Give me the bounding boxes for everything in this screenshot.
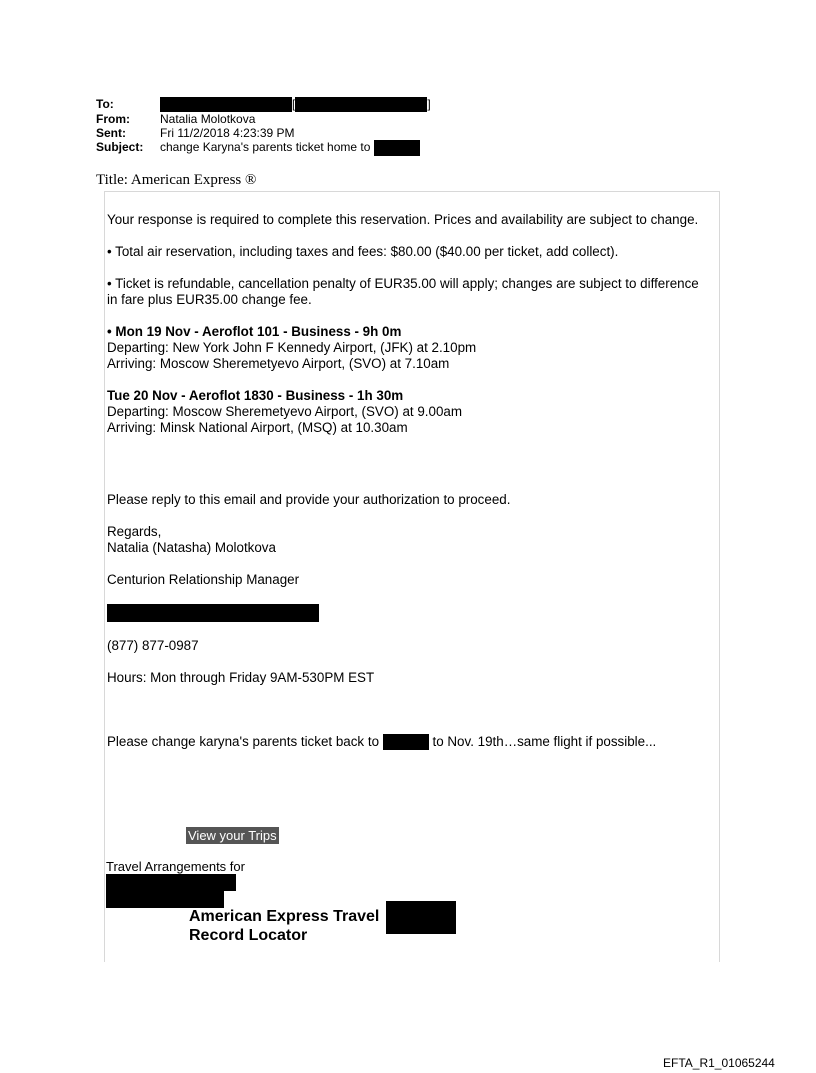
- signature-title: Centurion Relationship Manager: [107, 572, 300, 587]
- flight-2-arriving: Arriving: Minsk National Airport, (MSQ) at 10.30am: [107, 420, 408, 435]
- flight-1-arriving: Arriving: Moscow Sheremetyevo Airport, (SVO) at 7.10am: [107, 356, 450, 371]
- redaction-block: [374, 140, 420, 156]
- change-request: [107, 734, 707, 750]
- amex-line-1: American Express Travel: [189, 908, 380, 925]
- subject-label: Subject:: [96, 140, 144, 155]
- request-text-after: to Nov. 19th…same flight if possible...: [432, 734, 657, 749]
- record-locator-redacted: [386, 901, 456, 934]
- sent-row: [96, 126, 431, 140]
- sent-label: Sent:: [96, 126, 126, 141]
- view-trips-button[interactable]: View your Trips: [188, 828, 277, 843]
- document-id: EFTA_R1_01065244: [663, 1056, 775, 1070]
- flight-1-departing: Departing: New York John F Kennedy Airport, (JFK) at 2.10pm: [107, 340, 477, 355]
- traveler-names-redacted-2: [106, 891, 245, 908]
- subject-value: [160, 140, 420, 156]
- flight-2: [107, 388, 707, 436]
- subject-row: [96, 140, 431, 156]
- flight-2-title: Tue 20 Nov - Aeroflot 1830 - Business - 1h 30m: [107, 388, 404, 403]
- flight-1: [107, 324, 707, 372]
- paragraph-response-required: Your response is required to complete this reservation. Prices and availability are subject to change.: [107, 212, 699, 227]
- subject-text: change Karyna's parents ticket home to: [160, 140, 371, 155]
- redaction-block: [106, 874, 236, 891]
- from-value: Natalia Molotkova: [160, 112, 256, 127]
- flight-2-departing: Departing: Moscow Sheremetyevo Airport, (SVO) at 9.00am: [107, 404, 463, 419]
- to-value: [ ]: [160, 97, 431, 112]
- regards: Regards,: [107, 524, 162, 539]
- amex-record-locator: [189, 907, 379, 945]
- traveler-names-redacted: [106, 874, 245, 891]
- email-header: [96, 97, 431, 156]
- travel-arrangements-label: Travel Arrangements for: [106, 859, 245, 874]
- travel-arrangements: [106, 859, 245, 908]
- from-label: From:: [96, 112, 130, 127]
- phone-number: (877) 877-0987: [107, 638, 199, 653]
- redacted-contact: [107, 604, 707, 622]
- from-row: [96, 112, 431, 126]
- redaction-block: [295, 97, 427, 112]
- redaction-block: [106, 891, 224, 908]
- signature-name: Natalia (Natasha) Molotkova: [107, 540, 276, 555]
- page-title: Title: American Express ®: [96, 172, 257, 188]
- paragraph-total: • Total air reservation, including taxes and fees: $80.00 ($40.00 per ticket, add collect).: [107, 244, 619, 259]
- to-label: To:: [96, 97, 114, 111]
- redaction-block: [160, 97, 292, 112]
- paragraph-refundable: • Ticket is refundable, cancellation penalty of EUR35.00 will apply; changes are subject to difference in fare plus EUR35.00 change fee.: [107, 276, 699, 307]
- hours: Hours: Mon through Friday 9AM-530PM EST: [107, 670, 375, 685]
- paragraph-reply: Please reply to this email and provide your authorization to proceed.: [107, 492, 511, 507]
- message-body: [107, 212, 707, 766]
- to-row: [96, 97, 431, 112]
- redaction-block: [383, 734, 429, 750]
- signature: [107, 524, 707, 556]
- request-text-before: Please change karyna's parents ticket back to: [107, 734, 380, 749]
- amex-line-2: Record Locator: [189, 927, 308, 944]
- redaction-block: [107, 604, 319, 622]
- flight-1-title: • Mon 19 Nov - Aeroflot 101 - Business - 9h 0m: [107, 324, 402, 339]
- sent-value: Fri 11/2/2018 4:23:39 PM: [160, 126, 295, 141]
